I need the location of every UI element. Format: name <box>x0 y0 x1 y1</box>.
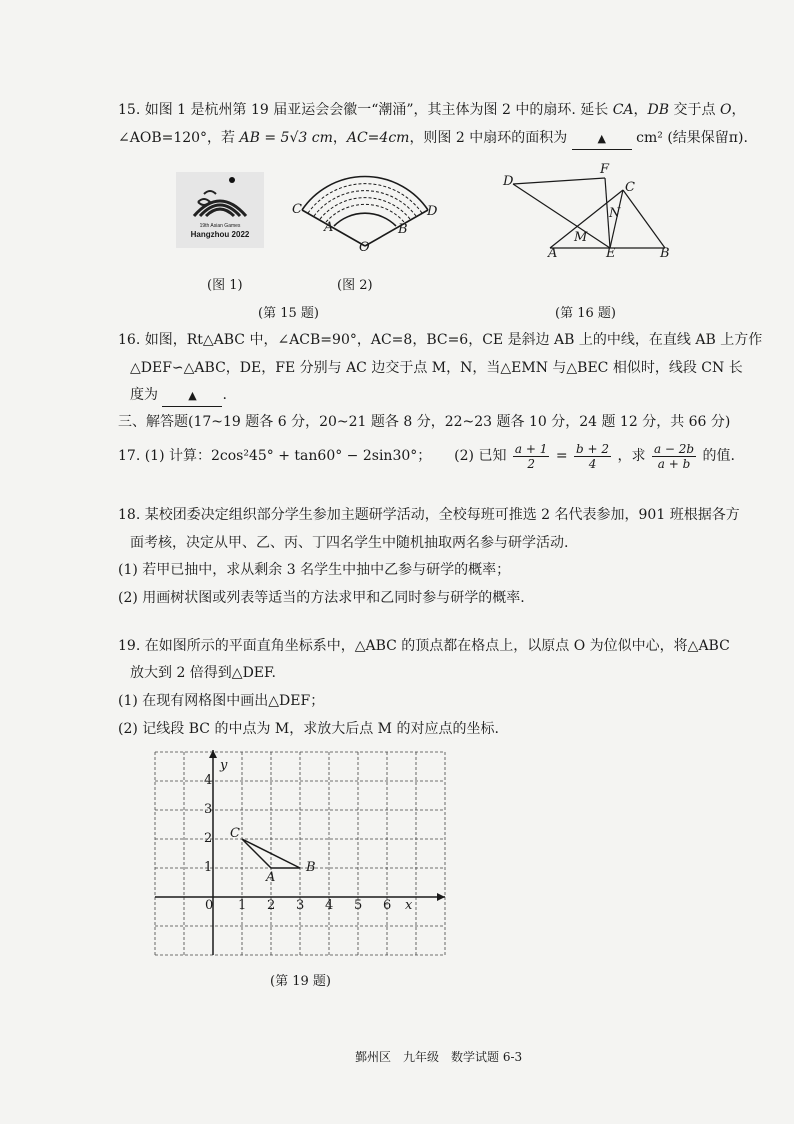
q15-ac-expr: AC=4cm <box>346 130 410 146</box>
q16-answer-blank: ▲ <box>162 386 222 407</box>
q15-line2-a: ∠AOB=120°，若 <box>118 130 236 146</box>
q18-line1: 18. 某校团委决定组织部分学生参加主题研学活动，全校每班可推选 2 名代表参加，901 班根据各方 <box>118 507 740 523</box>
q17-part2-a: (2) 已知 <box>454 448 507 464</box>
q16-line2: △DEF∽△ABC，DE，FE 分别与 AC 边交于点 M，N，当△EMN 与△BEC 相似时，线段 CN 长 <box>130 360 743 376</box>
q15-caption: (第 15 题) <box>258 306 319 321</box>
y-tick-2: 2 <box>204 831 213 846</box>
q18-part2: (2) 用画树状图或列表等适当的方法求甲和乙同时参与研学的概率. <box>118 590 525 606</box>
fig2-point-d: D <box>427 204 438 219</box>
q17-label: 17. <box>118 448 141 464</box>
q17-fraction-1: $\frac{a + 1}{2}$ <box>514 441 548 471</box>
q17-part2-b: ，求 <box>617 448 646 464</box>
page-footer: 鄞州区 九年级 数学试题 6-3 <box>355 1050 523 1064</box>
q18-line2: 面考核，决定从甲、乙、丙、丁四名学生中随机抽取两名参与研学活动. <box>130 535 569 551</box>
y-tick-1: 1 <box>204 860 213 875</box>
q17-fraction-2: $\frac{b + 2}{4}$ <box>576 441 610 471</box>
fig2-point-o: O <box>359 240 370 255</box>
q15-ab-expr: AB = 5√3 cm <box>239 130 333 146</box>
x-tick-1: 1 <box>238 898 247 913</box>
y-tick-4: 4 <box>204 773 213 788</box>
q16-point-n: N <box>609 206 621 221</box>
q18-part1: (1) 若甲已抽中，求从剩余 3 名学生中抽中乙参与研学的概率； <box>118 562 511 578</box>
q19-point-c: C <box>230 826 240 841</box>
q19-coordinate-grid <box>155 750 455 960</box>
q16-point-f: F <box>600 162 610 177</box>
x-tick-5: 5 <box>354 898 363 913</box>
q19-part2: (2) 记线段 BC 的中点为 M，求放大后点 M 的对应点的坐标. <box>118 721 499 737</box>
q16-point-e: E <box>606 246 616 261</box>
q19-caption: (第 19 题) <box>270 974 331 989</box>
section3-heading: 三、解答题(17~19 题各 6 分，20~21 题各 8 分，22~23 题各 10 分，24 题 12 分，共 66 分) <box>118 414 731 430</box>
q16-figure <box>505 168 685 258</box>
q16-line1: 16. 如图，Rt△ABC 中，∠ACB=90°，AC=8，BC=6，CE 是斜边 AB 上的中线，在直线 AB 上方作 <box>118 332 763 348</box>
fig2-point-a: A <box>324 220 334 235</box>
q16-caption: (第 16 题) <box>555 306 616 321</box>
q15-line2-b: ，则图 2 中扇环的面积为 <box>409 130 568 146</box>
q19-part1: (1) 在现有网格图中画出△DEF； <box>118 693 325 709</box>
q17-fraction-3: $\frac{a - 2b}{a + b}$ <box>653 441 695 471</box>
fig1-label: (图 1) <box>207 278 243 293</box>
q15-line1-a: 15. 如图 1 是杭州第 19 届亚运会会徽一“潮涌”，其主体为图 2 中的扇环. 延长 <box>118 102 609 118</box>
q16-point-a: A <box>548 246 558 261</box>
x-tick-4: 4 <box>325 898 334 913</box>
y-axis-arrow <box>209 750 217 758</box>
q16-point-m: M <box>574 230 588 245</box>
q16-line3-b: . <box>222 387 227 403</box>
q19-axis-x-label: x <box>405 898 413 913</box>
q17-part2-c: 的值. <box>702 448 735 464</box>
q19-line2: 放大到 2 倍得到△DEF. <box>130 665 277 681</box>
q16-point-c: C <box>625 180 635 195</box>
q16-point-d: D <box>503 174 514 189</box>
asian-games-logo <box>176 172 264 248</box>
q15-o: O <box>719 102 732 118</box>
q15-line1: 15. 如图 1 是杭州第 19 届亚运会会徽一“潮涌”，其主体为图 2 中的扇环. 延长 CA，DB 交于点 O， <box>118 102 746 118</box>
q15-answer-blank: ▲ <box>572 129 632 150</box>
q16-line3 <box>130 385 227 407</box>
q17-line <box>118 440 735 472</box>
x-tick-2: 2 <box>267 898 276 913</box>
x-tick-3: 3 <box>296 898 305 913</box>
y-tick-3: 3 <box>204 802 213 817</box>
q17-part1: (1) 计算：2cos²45° + tan60° − 2sin30°； <box>144 448 432 464</box>
q17-equals: = <box>555 448 568 464</box>
x-axis-arrow <box>437 893 445 901</box>
q19-line1: 19. 在如图所示的平面直角坐标系中，△ABC 的顶点都在格点上，以原点 O 为位似中心，将△ABC <box>118 638 730 654</box>
x-tick-6: 6 <box>383 898 392 913</box>
q15-ca: CA <box>612 102 634 118</box>
fig2-label: (图 2) <box>337 278 373 293</box>
q15-line2-c: cm² (结果保留π). <box>636 130 748 146</box>
q19-axis-y-label: y <box>220 758 228 773</box>
fig2-point-c: C <box>292 202 302 217</box>
q15-db: DB <box>647 102 670 118</box>
grid-lines <box>155 752 445 955</box>
q15-line2: ∠AOB=120°，若 AB = 5√3 cm，AC=4cm，则图 2 中扇环的面积为 ▲ cm² (结果保留π). <box>118 128 748 150</box>
q16-line3-a: 度为 <box>130 387 158 403</box>
q15-line1-b: 交于点 <box>673 102 716 118</box>
q19-point-b: B <box>306 860 316 875</box>
fig2-point-b: B <box>398 222 408 237</box>
logo-text-2: Hangzhou 2022 <box>190 230 250 239</box>
q19-point-a: A <box>266 870 276 885</box>
fig2-sector-ring <box>290 160 450 260</box>
logo-text-1: 19th Asian Games <box>199 223 241 229</box>
q16-point-b: B <box>660 246 670 261</box>
q19-origin-label: 0 <box>205 898 214 913</box>
